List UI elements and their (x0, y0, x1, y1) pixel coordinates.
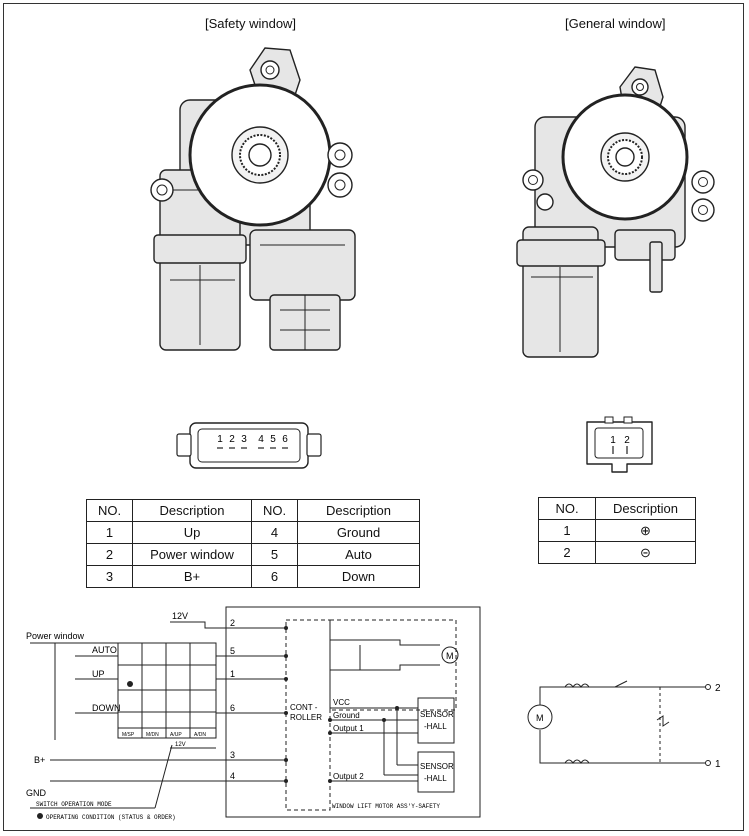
controller-label-2: ROLLER (290, 713, 323, 722)
label-auto: AUTO (92, 645, 117, 655)
label-output2: Output 2 (333, 772, 364, 781)
assy-label: WINDOW LIFT MOTOR ASS'Y-SAFETY (332, 803, 441, 810)
table-cell: 3 (87, 566, 133, 588)
safety-pin-4: 4 (258, 434, 264, 445)
safety-connector (172, 418, 327, 473)
label-12v: 12V (172, 611, 189, 621)
table-row (87, 566, 420, 588)
safety-pin-2: 2 (229, 434, 235, 445)
controller-label-1: CONT - (290, 703, 318, 712)
table-header-row (539, 498, 696, 520)
general-terminal-1: 1 (715, 759, 721, 770)
general-motor-m: M (536, 713, 544, 723)
table-cell: 1 (539, 520, 596, 542)
table-cell: 6 (252, 566, 298, 588)
switch-col-1: M/SP (122, 732, 135, 738)
general-terminal-2: 2 (715, 683, 721, 694)
sensor-hall-2-line2: -HALL (424, 774, 447, 783)
safety-motor-illustration (140, 40, 365, 360)
table-cell: 4 (252, 522, 298, 544)
safety-window-title: [Safety window] (205, 16, 297, 31)
table-cell: Auto (298, 544, 420, 566)
table-cell: 1 (87, 522, 133, 544)
label-small-12v: 12V (175, 742, 186, 748)
label-vcc: VCC (333, 698, 350, 707)
table-cell: Power window (133, 544, 252, 566)
general-pin-table (538, 497, 696, 564)
table-row (539, 542, 696, 564)
table-cell: 2 (539, 542, 596, 564)
label-gnd: GND (26, 788, 46, 798)
pin-label-4: 4 (230, 771, 236, 781)
table-cell: Ground (298, 522, 420, 544)
general-pin-1: 1 (610, 435, 616, 446)
sensor-hall-1-line2: -HALL (424, 722, 447, 731)
sensor-hall-2-line1: SENSOR (420, 762, 454, 771)
table-row (87, 544, 420, 566)
switch-col-4: A/DN (194, 732, 206, 738)
label-up: UP (92, 669, 105, 679)
label-power-window: Power window (26, 631, 85, 641)
table-header: Description (596, 498, 696, 520)
motor-m-label: M (446, 651, 454, 661)
table-header: NO. (539, 498, 596, 520)
label-down: DOWN (92, 703, 121, 713)
label-ground: Ground (333, 711, 360, 720)
table-cell: 5 (252, 544, 298, 566)
pin-label-6: 6 (230, 703, 236, 713)
pin-label-3: 3 (230, 750, 236, 760)
pin-label-5: 5 (230, 646, 236, 656)
table-row (539, 520, 696, 542)
table-cell: 2 (87, 544, 133, 566)
general-motor-illustration (505, 62, 727, 362)
switch-col-2: M/DN (146, 732, 159, 738)
general-schematic (505, 670, 730, 780)
sensor-hall-1-line1: SENSOR (420, 710, 454, 719)
safety-pin-1: 1 (217, 434, 223, 445)
table-cell: ⊕ (596, 520, 696, 542)
label-output1: Output 1 (333, 724, 364, 733)
general-window-title: [General window] (565, 16, 666, 31)
safety-pin-6: 6 (282, 434, 288, 445)
switch-col-3: A/UP (170, 732, 182, 738)
general-connector (577, 412, 662, 477)
table-header: Description (133, 500, 252, 522)
table-cell: Up (133, 522, 252, 544)
safety-pin-3: 3 (241, 434, 247, 445)
pin-label-2: 2 (230, 618, 236, 628)
table-cell: Down (298, 566, 420, 588)
safety-schematic (0, 600, 490, 832)
label-bplus: B+ (34, 755, 46, 765)
operating-condition-label: OPERATING CONDITION (STATUS & ORDER) (46, 814, 176, 821)
safety-pin-5: 5 (270, 434, 276, 445)
safety-pin-table (86, 499, 420, 588)
pin-label-1: 1 (230, 669, 236, 679)
table-cell: ⊝ (596, 542, 696, 564)
table-header: NO. (87, 500, 133, 522)
table-header-row (87, 500, 420, 522)
general-pin-2: 2 (624, 435, 630, 446)
table-header: NO. (252, 500, 298, 522)
switch-mode-label: SWITCH OPERATION MODE (36, 801, 112, 808)
table-cell: B+ (133, 566, 252, 588)
table-header: Description (298, 500, 420, 522)
table-row (87, 522, 420, 544)
